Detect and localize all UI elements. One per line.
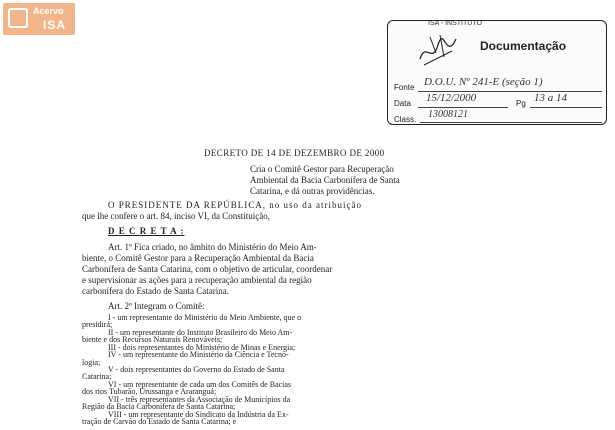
item-line: VI - um representante de cada um dos Comitês de Bacias <box>108 379 292 389</box>
decreta-heading: D E C R E T A : <box>108 226 185 236</box>
item-line: I - um representante do Ministério do Meio Ambiente, que o <box>108 313 302 322</box>
item-line: VII - três representantes da Associação de Municípios da <box>108 394 291 404</box>
item-line: tração de Carvão do Estado de Santa Catarina; e <box>82 417 237 426</box>
isa-seal-icon <box>8 8 28 28</box>
isa-signature-icon <box>416 31 460 71</box>
preamble-line: que lhe confere o art. 84, inciso VI, da Constituição, <box>82 211 271 221</box>
item-line: Região da Bacia Carbonífera de Santa Catarina; <box>82 402 236 412</box>
ementa-line: Cria o Comitê Gestor para Recuperação <box>250 164 394 174</box>
item-line: logia; <box>82 357 101 367</box>
class-label: Class. <box>394 115 417 124</box>
art1-line: Carbonífera de Santa Catarina, com o objetivo de articular, coordenar <box>82 264 333 274</box>
pg-line <box>530 107 602 108</box>
item-line: II - um representante do Instituto Brasileiro do Meio Am- <box>108 327 293 337</box>
item-line: IV - um representante do Ministério da Ciência e Tecno- <box>108 350 289 360</box>
acervo-isa-logo <box>3 3 75 35</box>
item-line: biente e dos Recursos Naturais Renováveis; <box>82 335 223 345</box>
documentation-stamp <box>387 20 607 125</box>
data-label: Data <box>394 99 411 108</box>
art1-line: carbonífera do Estado de Santa Catarina. <box>82 286 229 296</box>
class-line <box>420 122 602 123</box>
data-value: 15/12/2000 <box>426 92 477 104</box>
watermark-line1: Acervo <box>33 6 64 16</box>
art1-line: biente, o Comitê Gestor para a Recuperação Ambiental da Bacia <box>82 253 314 263</box>
data-line <box>418 107 508 108</box>
item-line: III - dois representantes do Ministério de Minas e Energia; <box>108 342 296 352</box>
ementa-line: Ambiental da Bacia Carbonífera de Santa <box>250 175 400 185</box>
item-line: V - dois representantes do Governo do Estado de Santa <box>108 365 285 374</box>
decree-heading: DECRETO DE 14 DE DEZEMBRO DE 2000 <box>204 148 385 158</box>
stamp-institution: ISA - INSTITUTO <box>428 20 482 27</box>
item-line: dos rios Tubarão, Urussanga e Araranguá; <box>82 387 217 397</box>
item-line: presidirá; <box>82 320 113 330</box>
art1-line: e supervisionar as ações para a recuperação ambiental da região <box>82 275 312 285</box>
preamble-line: O PRESIDENTE DA REPÚBLICA, no uso da atribuição <box>108 200 362 210</box>
class-value: 13008121 <box>428 109 468 120</box>
item-line: VIII - um representante do Sindicato da Indústria da Ex- <box>108 409 289 419</box>
fonte-label: Fonte <box>394 83 415 92</box>
stamp-title: Documentação <box>480 39 567 53</box>
ementa-line: Catarina, e dá outras providências. <box>250 186 375 196</box>
pg-value: 13 a 14 <box>534 92 567 104</box>
item-line: Catarina; <box>82 372 112 382</box>
art2-line: Art. 2º Integram o Comitê: <box>108 301 205 311</box>
fonte-value: D.O.U. Nº 241-E (seção 1) <box>424 76 543 88</box>
watermark-line2: ISA <box>43 18 67 32</box>
art1-line: Art. 1º Fica criado, no âmbito do Ministério do Meio Am- <box>108 242 317 252</box>
pg-label: Pg <box>516 99 526 108</box>
